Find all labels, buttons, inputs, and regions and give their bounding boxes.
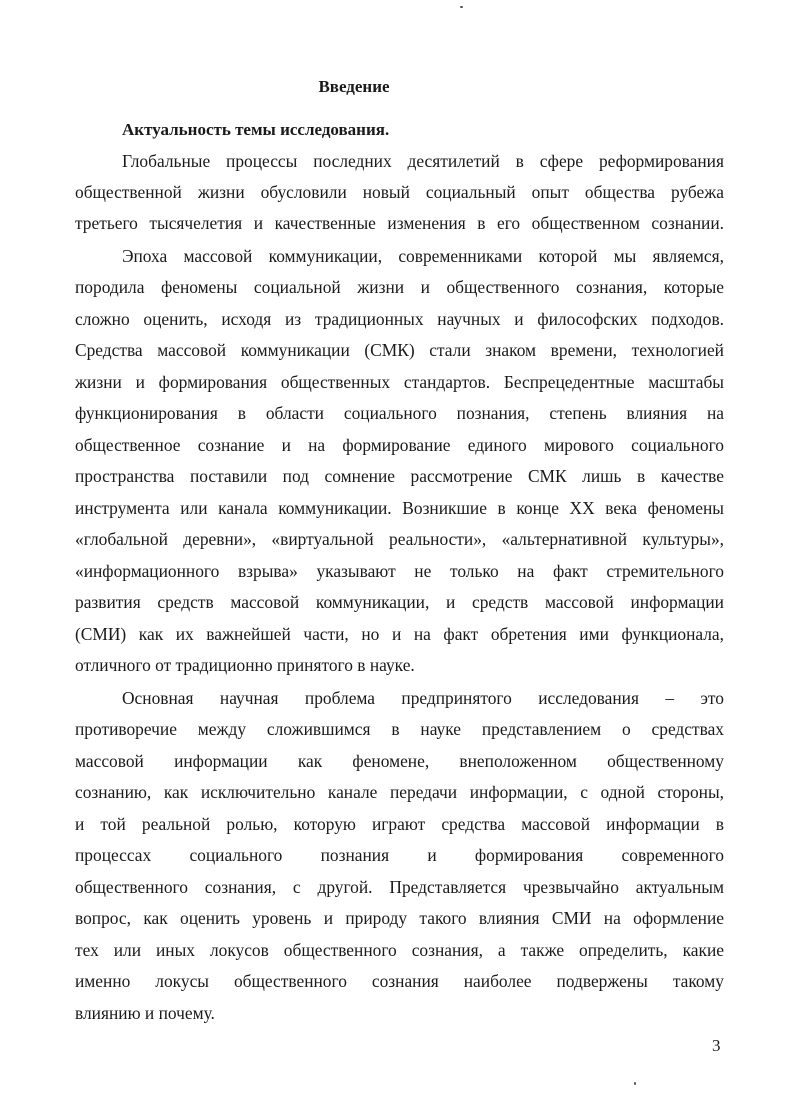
paragraph-1-line: Глобальные процессы последних десятилетий в сфере реформирования [122,151,724,171]
paragraph-3-line: Основная научная проблема предпринятого исследования – это [122,688,724,708]
paragraph-2-line: развития средств массовой коммуникации, и средств массовой информации [75,592,724,612]
paragraph-3-line: общественного сознания, с другой. Представляется чрезвычайно актуальным [75,877,724,897]
paragraph-2-line: Средства массовой коммуникации (СМК) стали знаком времени, технологией [75,340,724,360]
paragraph-1-line: общественной жизни обусловили новый социальный опыт общества рубежа [75,182,724,202]
paragraph-2-line: жизни и формирования общественных стандартов. Беспрецедентные масштабы [75,372,724,392]
paragraph-2-line: инструмента или канала коммуникации. Возникшие в конце XX века феномены [75,498,724,518]
paragraph-2-line: «информационного взрыва» указывают не только на факт стремительного [75,561,724,581]
paragraph-2-line: сложно оценить, исходя из традиционных научных и философских подходов. [75,309,724,329]
paragraph-2-line: пространства поставили под сомнение рассмотрение СМК лишь в качестве [75,466,724,486]
paragraph-3-line: противоречие между сложившимся в науке представлением о средствах [75,719,724,739]
paragraph-3-line: именно локусы общественного сознания наиболее подвержены такому [75,971,724,991]
paragraph-3-line: массовой информации как феномене, внеположенном общественному [75,751,724,771]
section-subheading: Актуальность темы исследования. [122,120,390,139]
paragraph-3-line: процессах социального познания и формирования современного [75,845,724,865]
scan-speck [634,1082,636,1085]
paragraph-3-line: тех или иных локусов общественного сознания, а также определить, какие [75,940,724,960]
paragraph-3-line: влиянию и почему. [75,1003,215,1023]
paragraph-2-line: Эпоха массовой коммуникации, современниками которой мы являемся, [122,246,724,266]
paragraph-1-line: третьего тысячелетия и качественные изменения в его общественном сознании. [75,213,724,233]
paragraph-2-line: отличного от традиционно принятого в науке. [75,655,415,675]
paragraph-3-line: и той реальной ролью, которую играют средства массовой информации в [75,814,724,834]
paragraph-2-line: (СМИ) как их важнейшей части, но и на факт обретения ими функционала, [75,624,724,644]
paragraph-2-line: общественное сознание и на формирование единого мирового социального [75,435,724,455]
paragraph-2-line: породила феномены социальной жизни и общественного сознания, которые [75,277,724,297]
paragraph-2-line: «глобальной деревни», «виртуальной реальности», «альтернативной культуры», [75,529,724,549]
page-number: 3 [712,1036,721,1055]
paragraph-3-line: вопрос, как оценить уровень и природу такого влияния СМИ на оформление [75,908,724,928]
section-heading: Введение [318,77,390,96]
paragraph-3-line: сознанию, как исключительно канале передачи информации, с одной стороны, [75,782,724,802]
paragraph-2-line: функционирования в области социального познания, степень влияния на [75,403,724,423]
scan-speck [460,6,463,8]
